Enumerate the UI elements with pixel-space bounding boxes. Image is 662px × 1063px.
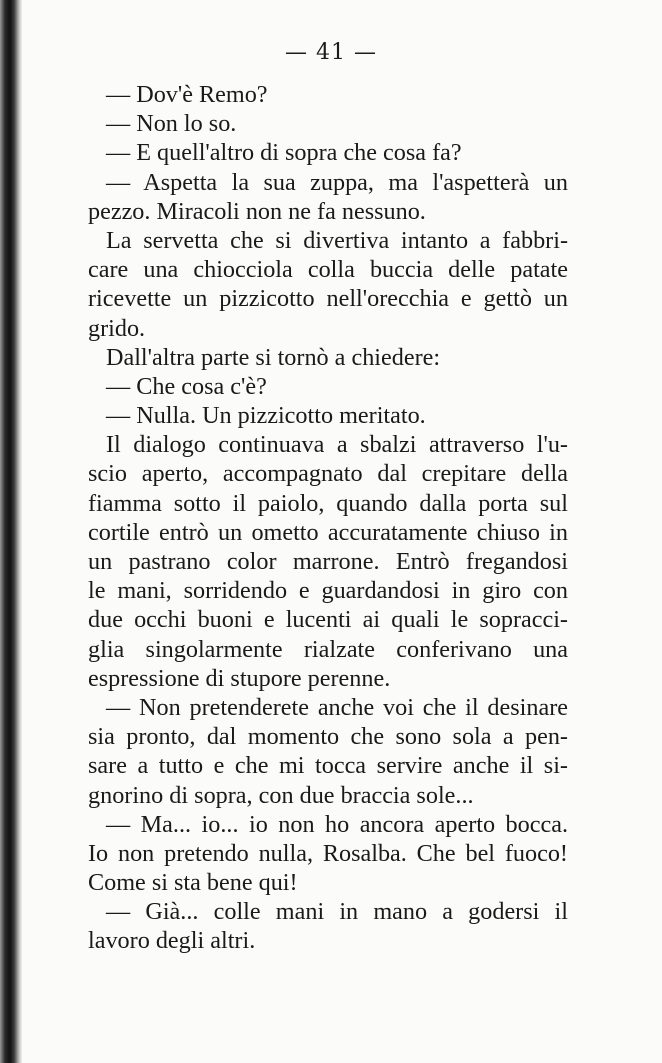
text-line: sia pronto, dal momento che sono sola a pen- — [88, 723, 568, 751]
text-line: grido. — [88, 314, 146, 342]
text-line: — Ma... io... io non ho ancora aperto bocca. — [106, 810, 568, 838]
text-line: — Non pretenderete anche voi che il desinare — [106, 693, 568, 721]
text-line: — Aspetta la sua zuppa, ma l'aspetterà un — [106, 168, 568, 196]
text-line: — E quell'altro di sopra che cosa fa? — [106, 139, 462, 167]
text-line: La servetta che si divertiva intanto a fabbri- — [106, 226, 568, 254]
text-line: care una chiocciola colla buccia delle patate — [88, 256, 568, 284]
text-line: ricevette un pizzicotto nell'orecchia e gettò un — [88, 285, 568, 313]
text-line: Dall'altra parte si tornò a chiedere: — [106, 343, 441, 371]
text-line: due occhi buoni e lucenti ai quali le sopracci- — [88, 606, 568, 634]
text-line: Come si sta bene qui! — [88, 869, 298, 897]
text-line: Il dialogo continuava a sbalzi attraverso l'u- — [106, 431, 568, 459]
text-line: pezzo. Miracoli non ne fa nessuno. — [88, 197, 426, 225]
text-line: cortile entrò un ometto accuratamente chiuso in — [88, 518, 568, 546]
body-text — [88, 80, 568, 956]
text-line: — Non lo so. — [106, 110, 237, 138]
text-line: le mani, sorridendo e guardandosi in giro con — [88, 577, 568, 605]
page-number: — 41 — — [285, 40, 377, 65]
book-spine-edge — [0, 0, 22, 1063]
text-line: un pastrano color marrone. Entrò fregandosi — [88, 548, 568, 575]
text-line: sare a tutto e che mi tocca servire anche il si- — [88, 752, 568, 780]
text-line: espressione di stupore perenne. — [88, 664, 391, 692]
text-line: gnorino di sopra, con due braccia sole... — [88, 781, 474, 809]
text-line: — Che cosa c'è? — [106, 372, 267, 400]
text-line: — Già... colle mani in mano a godersi il — [106, 898, 568, 926]
text-line: glia singolarmente rialzate conferivano una — [88, 635, 568, 663]
text-line: Io non pretendo nulla, Rosalba. Che bel fuoco! — [88, 839, 568, 867]
text-line: — Dov'è Remo? — [106, 81, 268, 108]
text-line: lavoro degli altri. — [88, 927, 256, 955]
text-line: scio aperto, accompagnato dal crepitare della — [88, 460, 568, 488]
text-line: — Nulla. Un pizzicotto meritato. — [106, 402, 426, 430]
text-line: fiamma sotto il paiolo, quando dalla porta sul — [88, 489, 568, 517]
